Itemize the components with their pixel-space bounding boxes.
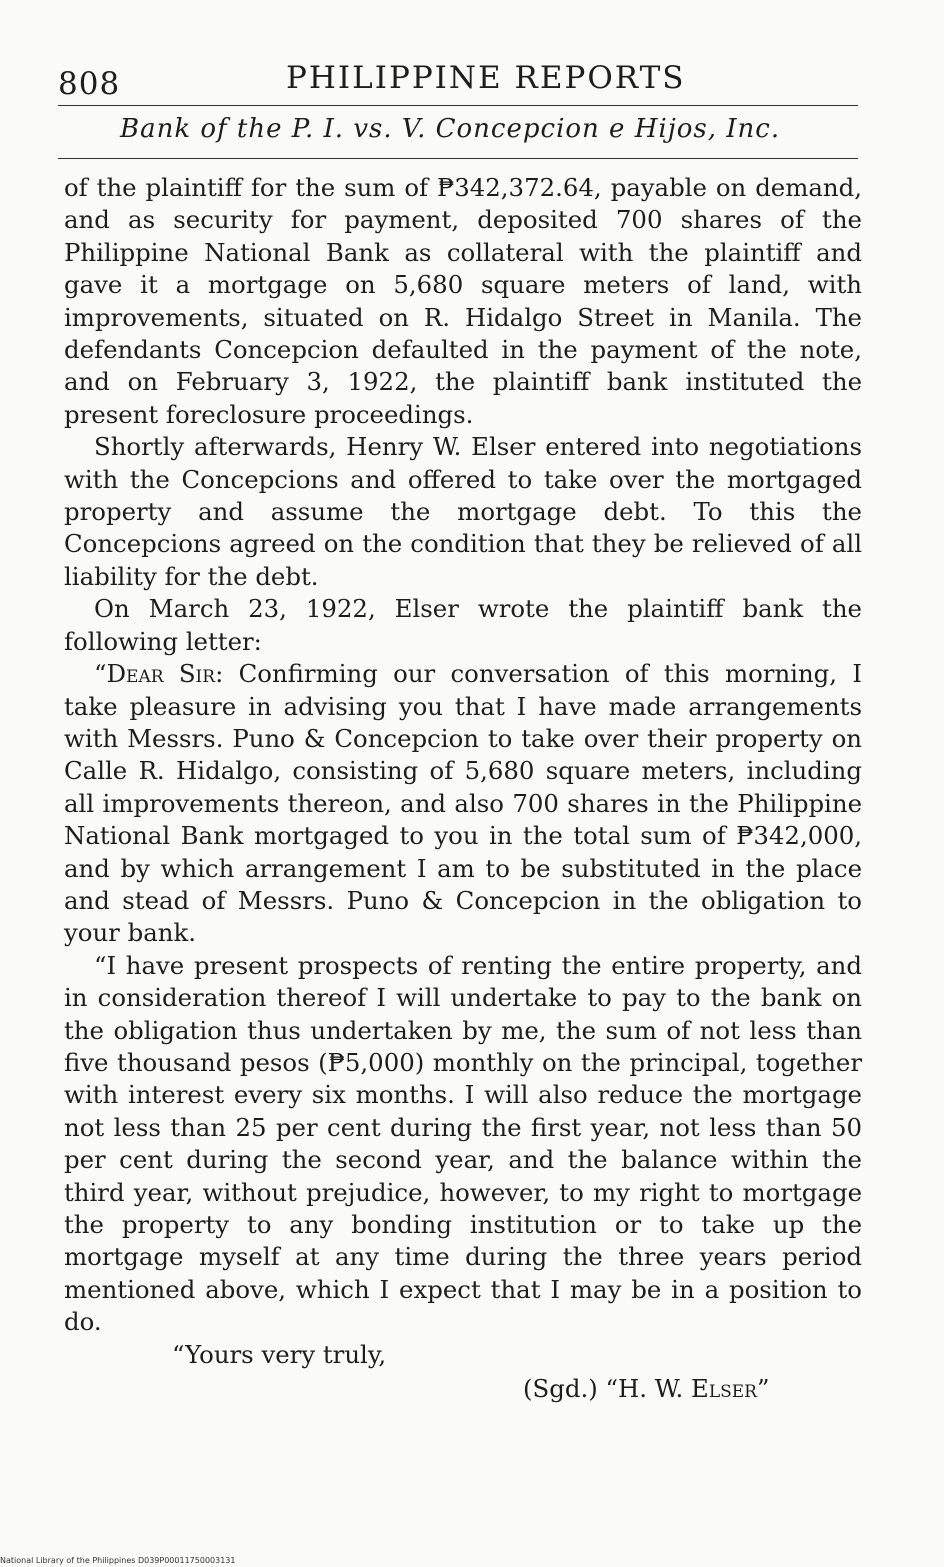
paragraph-3: On March 23, 1922, Elser wrote the plaintiff bank the following letter: (64, 594, 862, 656)
letter-salutation: Dear Sir (106, 659, 216, 689)
paragraph-2: Shortly afterwards, Henry W. Elser entered into negotiations with the Concepcions and offered to take over the mortgaged property and assume the mortgage debt. To this the Concepcions agreed on the condition that they be relieved of all liability for the debt. (64, 432, 862, 591)
letter-paragraph-1 (64, 658, 862, 950)
header-rule-bottom (58, 158, 858, 159)
letter-paragraph-2: “I have present prospects of renting the entire property, and in consideration thereof I will undertake to pay to the bank on the obligation thus undertaken by me, the sum of not less than five thousand pesos (₱5,000) monthly on the principal, together with interest every six months. I will also reduce the mortgage not less than 25 per cent during the first year, not less than 50 per cent during the second year, and the balance within the third year, without prejudice, however, to my right to mortgage the property to any bonding institution or to take up the mortgage myself at any time during the three years period mentioned above, which I expect that I may be in a position to do. (64, 950, 862, 1337)
letter-paragraph-1-text: : Confirming our conversation of this morning, I take pleasure in advising you that I have made arrangements with Messrs. Puno & Concepcion to take over their property on Calle R. Hidalgo, consisting of 5,680 square meters, including all improvements thereon, and also 700 shares in the Philippine National Bank mortgaged to you in the total sum of ₱342,000, and by which arrangement I am to be substituted in the place and stead of Messrs. Puno & Concepcion in the obligation to your bank. (64, 659, 862, 948)
archive-footer: National Library of the Philippines D039P00011750003131 (0, 1556, 236, 1565)
running-title: PHILIPPINE REPORTS (286, 60, 686, 96)
signature-name: Elser (691, 1374, 757, 1403)
page-number: 808 (58, 66, 121, 102)
signature-close: ” (756, 1374, 770, 1403)
letter-signature (523, 1374, 769, 1403)
letter-closing: “Yours very truly, (172, 1340, 387, 1369)
header-rule-top (58, 105, 858, 106)
paragraph-1: of the plaintiff for the sum of ₱342,372.64, payable on demand, and as security for payment, deposited 700 shares of the Philippine National Bank as collateral with the plaintiff and gave it a mortgage on 5,680 square meters of land, with improvements, situated on R. Hidalgo Street in Manila. The defendants Concepcion defaulted in the payment of the note, and on February 3, 1922, the plaintiff bank instituted the present foreclosure proceedings. (64, 173, 862, 429)
body-text (64, 172, 862, 1339)
open-quote: “ (94, 659, 107, 689)
page-header (58, 60, 858, 104)
signature-prefix: (Sgd.) “H. W. (523, 1374, 692, 1403)
case-title: Bank of the P. I. vs. V. Concepcion e Hijos, Inc. (120, 114, 781, 144)
